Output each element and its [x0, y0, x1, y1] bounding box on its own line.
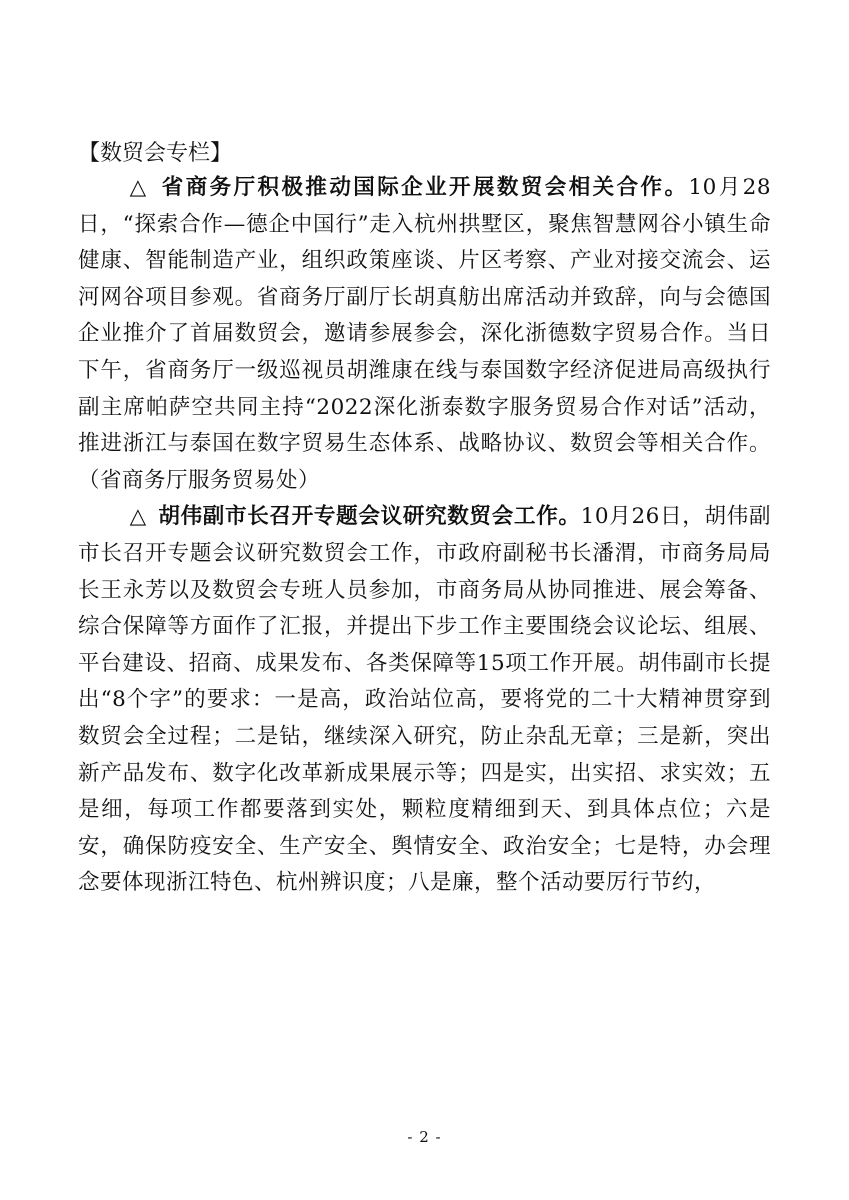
article-body: 10月26日，胡伟副市长召开专题会议研究数贸会工作，市政府副秘书长潘渭，市商务局局长王永芳以及数贸会专班人员参加，市商务局从协同推进、展会筹备、综合保障等方面作了汇报，并提出下步工作主要围绕会议论坛、组展、平台建设、招商、成果发布、各类保障等15项工作开展。胡伟副市长提出“8个字”的要求：一是高，政治站位高，要将党的二十大精神贯穿到数贸会全过程；二是钻，继续深入研究，防止杂乱无章；三是新，突出新产品发布、数字化改革新成果展示等；四是实，出实招、求实效；五是细，每项工作都要落到实处，颗粒度精细到天、到具体点位；六是安，确保防疫安全、生产安全、舆情安全、政治安全；七是特，办会理念要体现浙江特色、杭州辨识度；八是廉，整个活动要厉行节约，: [78, 504, 771, 896]
article-lead: 胡伟副市长召开专题会议研究数贸会工作。: [158, 504, 581, 530]
page-number: - 2 -: [407, 1128, 442, 1146]
article-lead: 省商务厅积极推动国际企业开展数贸会相关合作。: [159, 175, 689, 200]
article-paragraph: [78, 499, 771, 902]
document-page: [78, 138, 771, 902]
article-body: 10月28日，“探索合作—德企中国行”走入杭州拱墅区，聚焦智慧网谷小镇生命健康、智能制造产业，组织政策座谈、片区考察、产业对接交流会、运河网谷项目参观。省商务厅副厅长胡真舫出席活动并致辞，向与会德国企业推介了首届数贸会，邀请参展参会，深化浙德数字贸易合作。当日下午，省商务厅一级巡视员胡潍康在线与泰国数字经济促进局高级执行副主席帕萨空共同主持“2022深化浙泰数字服务贸易合作对话”活动，推进浙江与泰国在数字贸易生态体系、战略协议、数贸会等相关合作。（省商务厅服务贸易处）: [78, 175, 771, 493]
section-header: 【数贸会专栏】: [78, 141, 233, 166]
triangle-icon: △: [129, 504, 147, 530]
triangle-icon: △: [129, 175, 149, 200]
article-paragraph: [78, 170, 771, 499]
